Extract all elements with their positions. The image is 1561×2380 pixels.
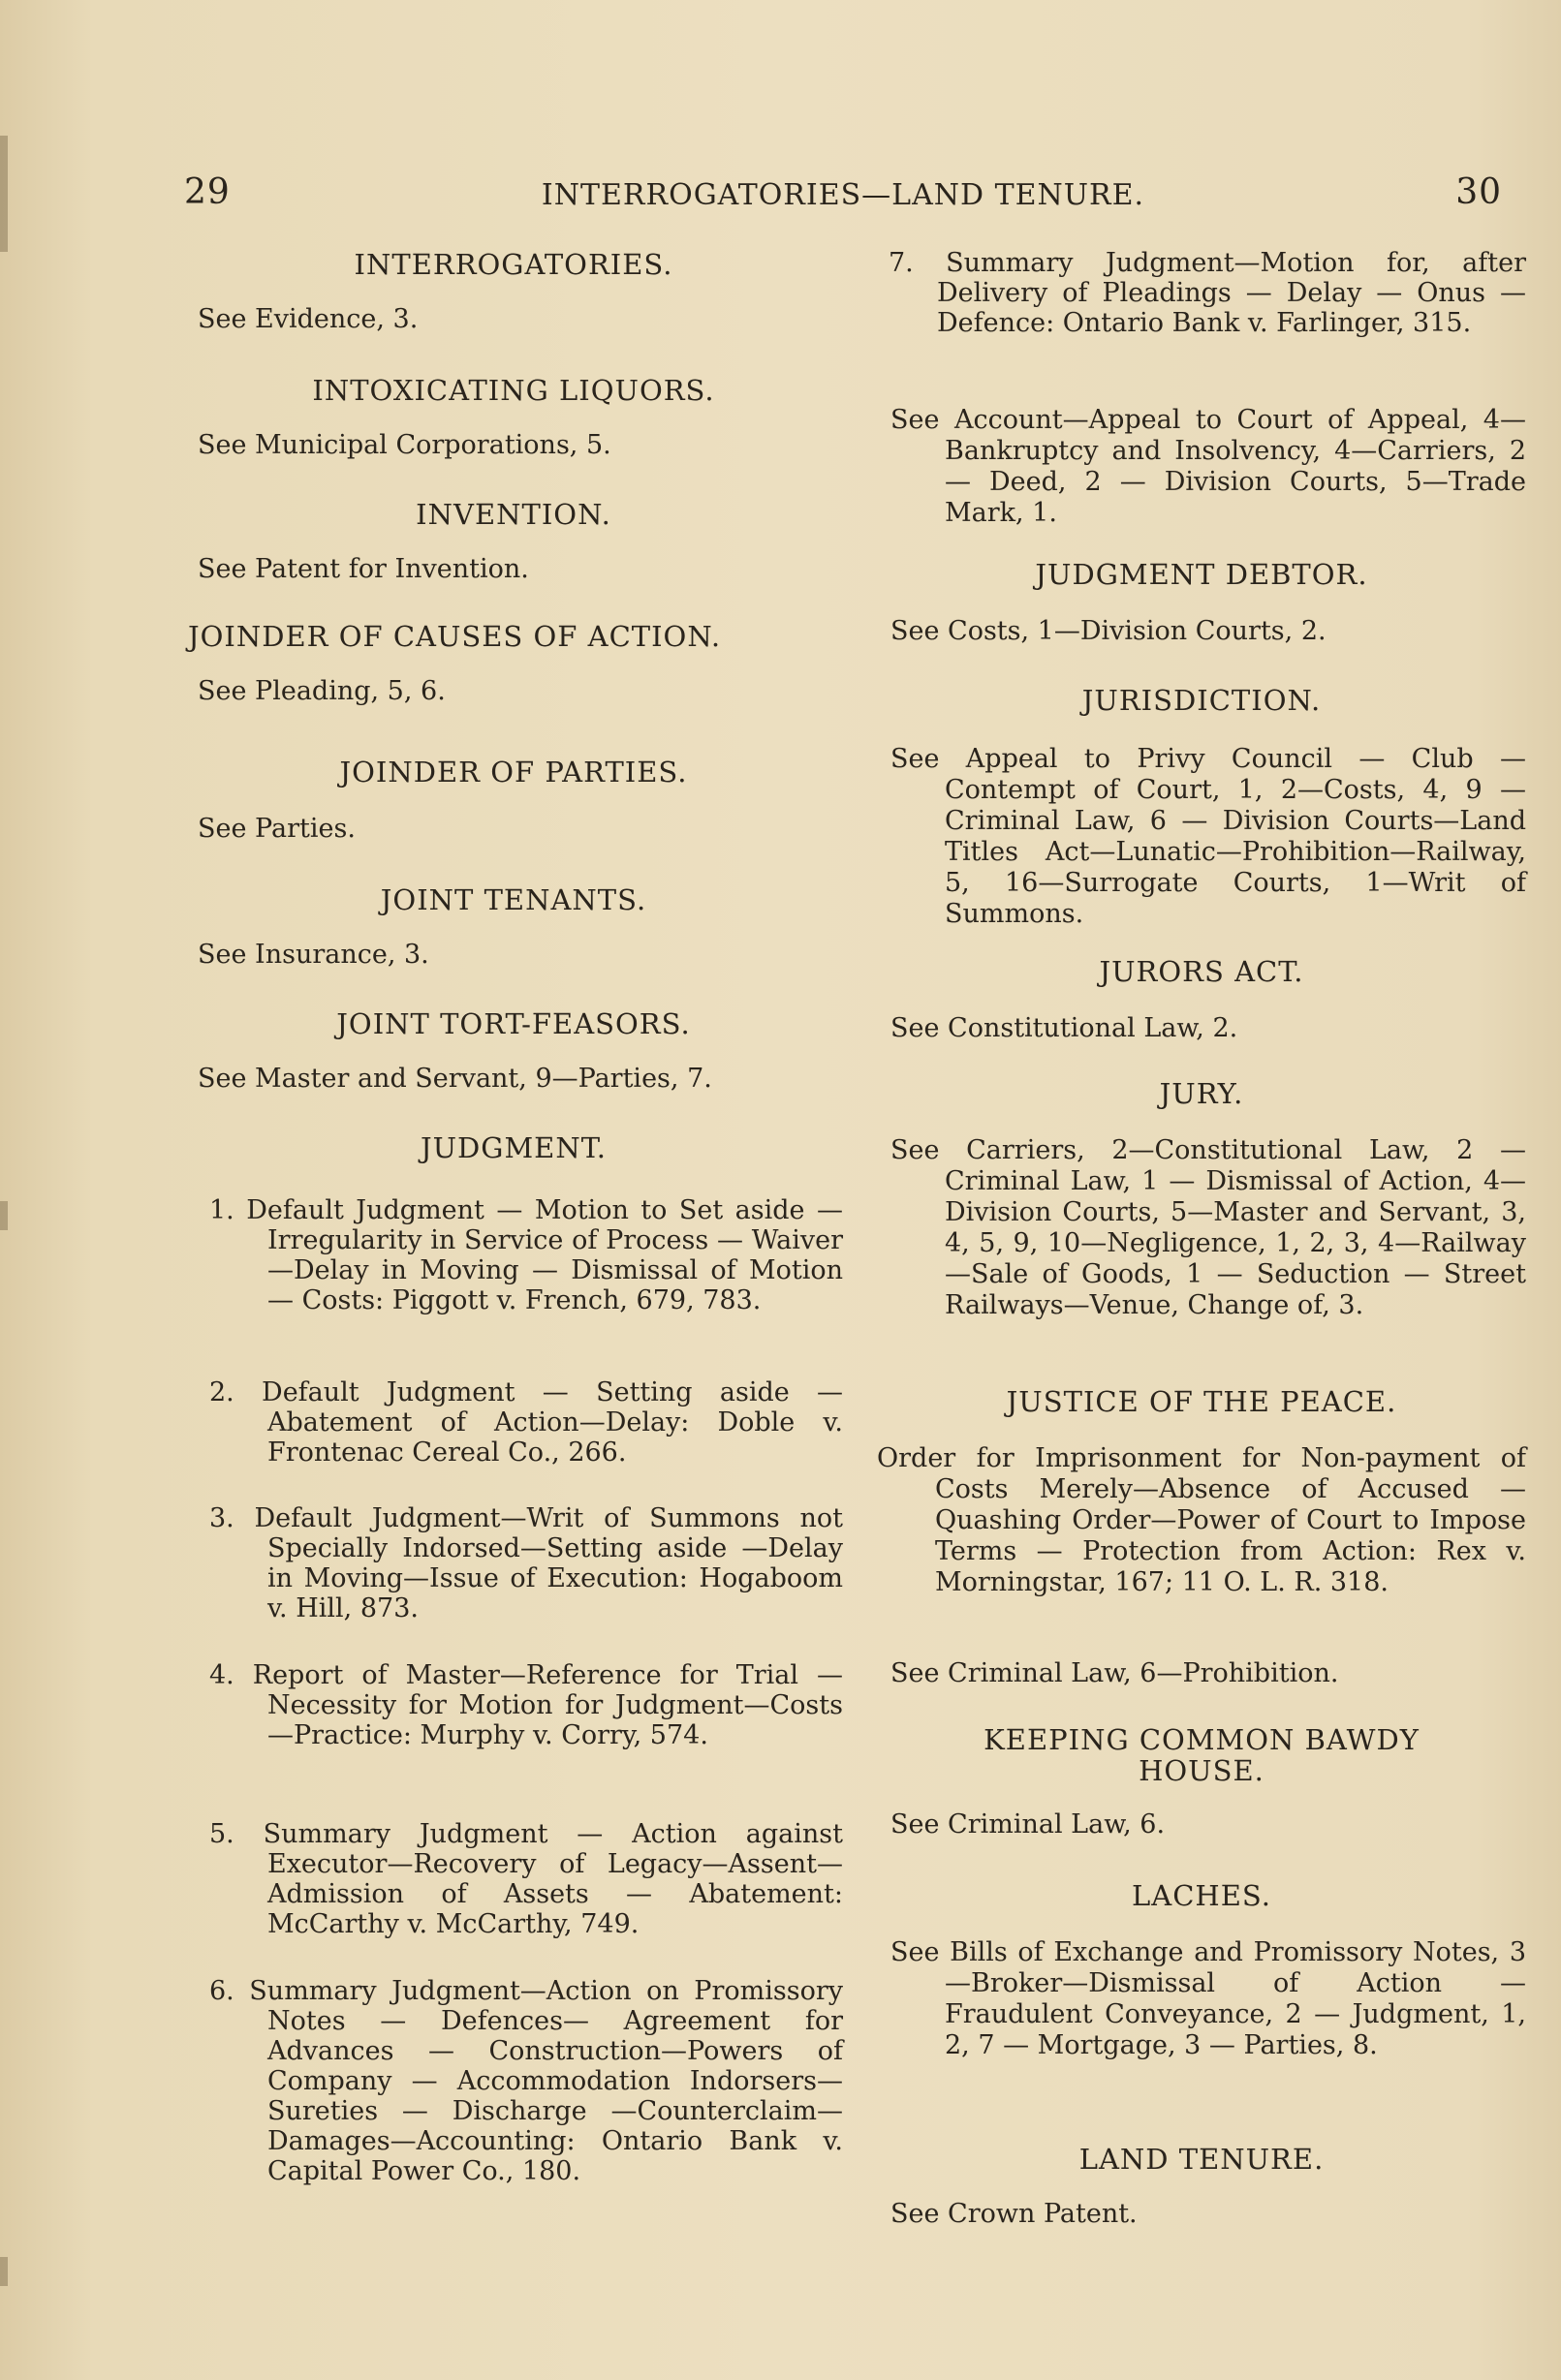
see-reference: See Pleading, 5, 6. [198,676,446,706]
see-reference: See Appeal to Privy Council — Club — Contempt of Court, 1, 2—Costs, 4, 9 — Criminal Law, 6 — Division Courts—Land Titles Act—Lunatic—Prohibition—Railway, 5, 16—Surrogate Courts, 1—Writ of Summons. [890,744,1526,929]
index-section [877,1879,1526,2061]
page-number-left: 29 [184,172,231,212]
see-reference: See Criminal Law, 6—Prohibition. [890,1658,1339,1688]
index-section [877,684,1526,930]
index-section [184,620,843,707]
section-heading: JOINDER OF PARTIES. [339,756,688,788]
see-reference: See Account—Appeal to Court of Appeal, 4—Bankruptcy and Insolvency, 4—Carriers, 2 — Deed, 2 — Division Courts, 5—Trade Mark, 1. [890,405,1526,528]
judgment-see-reference [877,405,1526,529]
index-section [877,2143,1526,2230]
index-section-judgment [184,1131,843,1164]
section-heading: JUDGMENT. [420,1131,608,1164]
index-section [877,1077,1526,1321]
page-edge-mark [0,136,8,252]
see-reference: See Parties. [198,814,356,844]
index-section [184,756,843,845]
section-heading: JUSTICE OF THE PEACE. [1006,1385,1397,1418]
section-heading: JOINT TENANTS. [380,883,647,916]
see-reference: See Constitutional Law, 2. [890,1013,1238,1043]
section-heading: KEEPING COMMON BAWDY HOUSE. [983,1723,1420,1787]
see-reference: See Bills of Exchange and Promissory Notes, 3—Broker—Dismissal of Action — Fraudulent Conveyance, 2 — Judgment, 1, 2, 7 — Mortgage, 3 — Parties, 8. [890,1937,1526,2060]
see-reference: See Criminal Law, 6. [890,1809,1166,1839]
judgment-entry-text: 2. Default Judgment — Setting aside — Abatement of Action—Delay: Doble v. Frontenac Cereal Co., 266. [209,1377,843,1468]
judgment-entry [184,1503,843,1623]
judgment-entry [184,1976,843,2186]
index-section [184,374,843,461]
page-edge-mark [0,1201,8,1230]
index-section [184,248,843,335]
see-reference: See Municipal Corporations, 5. [198,430,611,460]
page-edge-mark [0,2257,8,2286]
index-section [877,955,1526,1044]
see-reference: See Carriers, 2—Constitutional Law, 2 — Criminal Law, 1 — Dismissal of Action, 4—Division Courts, 5—Master and Servant, 3, 4, 5, 9, 10—Negligence, 1, 2, 3, 4—Railway—Sale of Goods, 1 — Seduction — Street Railways—Venue, Change of, 3. [890,1135,1526,1320]
see-reference: See Costs, 1—Division Courts, 2. [890,616,1327,646]
judgment-entry [877,248,1526,338]
section-heading: JURISDICTION. [1081,684,1322,717]
section-heading: INTOXICATING LIQUORS. [312,374,715,407]
see-reference: See Patent for Invention. [198,554,529,584]
index-section [184,1007,843,1095]
judgment-entry [184,1660,843,1750]
judgment-entry [184,1195,843,1315]
index-section [877,558,1526,647]
see-reference: See Insurance, 3. [198,940,429,970]
section-heading: JOINT TORT-FEASORS. [336,1007,691,1040]
page-number-right: 30 [1455,172,1502,212]
judgment-entry-text: 7. Summary Judgment—Motion for, after Delivery of Pleadings — Delay — Onus — Defence: Ontario Bank v. Farlinger, 315. [889,248,1526,338]
index-section [184,883,843,971]
running-title: INTERROGATORIES—LAND TENURE. [541,178,1145,212]
judgment-entry [184,1377,843,1468]
index-section [877,1724,1526,1840]
judgment-entry-text: 3. Default Judgment—Writ of Summons not Specially Indorsed—Setting aside —Delay in Moving—Issue of Execution: Hogaboom v. Hill, 873. [209,1503,843,1623]
section-heading: JURORS ACT. [1099,955,1304,988]
judgment-entry-text: 5. Summary Judgment — Action against Executor—Recovery of Legacy—Assent—Admission of Assets — Abatement: McCarthy v. McCarthy, 749. [209,1819,843,1939]
judgment-entry-text: 6. Summary Judgment—Action on Promissory Notes — Defences— Agreement for Advances — Construction—Powers of Company — Accommodation Indorsers—Sureties — Discharge —Counterclaim—Damages—Accounting: Ontario Bank v. Capital Power Co., 180. [209,1976,843,2186]
judgment-entry-text: 4. Report of Master—Reference for Trial — Necessity for Motion for Judgment—Costs—Practice: Murphy v. Corry, 574. [209,1660,843,1750]
section-heading: INTERROGATORIES. [354,248,673,281]
section-heading: JURY. [1159,1077,1244,1110]
index-section [184,498,843,585]
judgment-entry [184,1819,843,1939]
see-reference: See Master and Servant, 9—Parties, 7. [198,1064,712,1094]
page-header [174,172,1512,221]
judgment-entry-text: 1. Default Judgment — Motion to Set aside — Irregularity in Service of Process — Waiver—Delay in Moving — Dismissal of Motion — Costs: Piggott v. French, 679, 783. [209,1195,843,1315]
section-heading: INVENTION. [416,498,611,531]
section-heading: JUDGMENT DEBTOR. [1035,558,1368,591]
index-section [877,1658,1526,1689]
section-heading: LAND TENURE. [1078,2143,1325,2176]
index-section [877,1385,1526,1598]
see-reference: Order for Imprisonment for Non-payment of Costs Merely—Absence of Accused —Quashing Order—Power of Court to Impose Terms — Protection from Action: Rex v. Morningstar, 167; 11 O. L. R. 318. [877,1443,1526,1597]
section-heading: LACHES. [1132,1879,1271,1912]
see-reference: See Evidence, 3. [198,304,419,334]
see-reference: See Crown Patent. [890,2199,1138,2229]
section-heading: JOINDER OF CAUSES OF ACTION. [188,620,722,653]
